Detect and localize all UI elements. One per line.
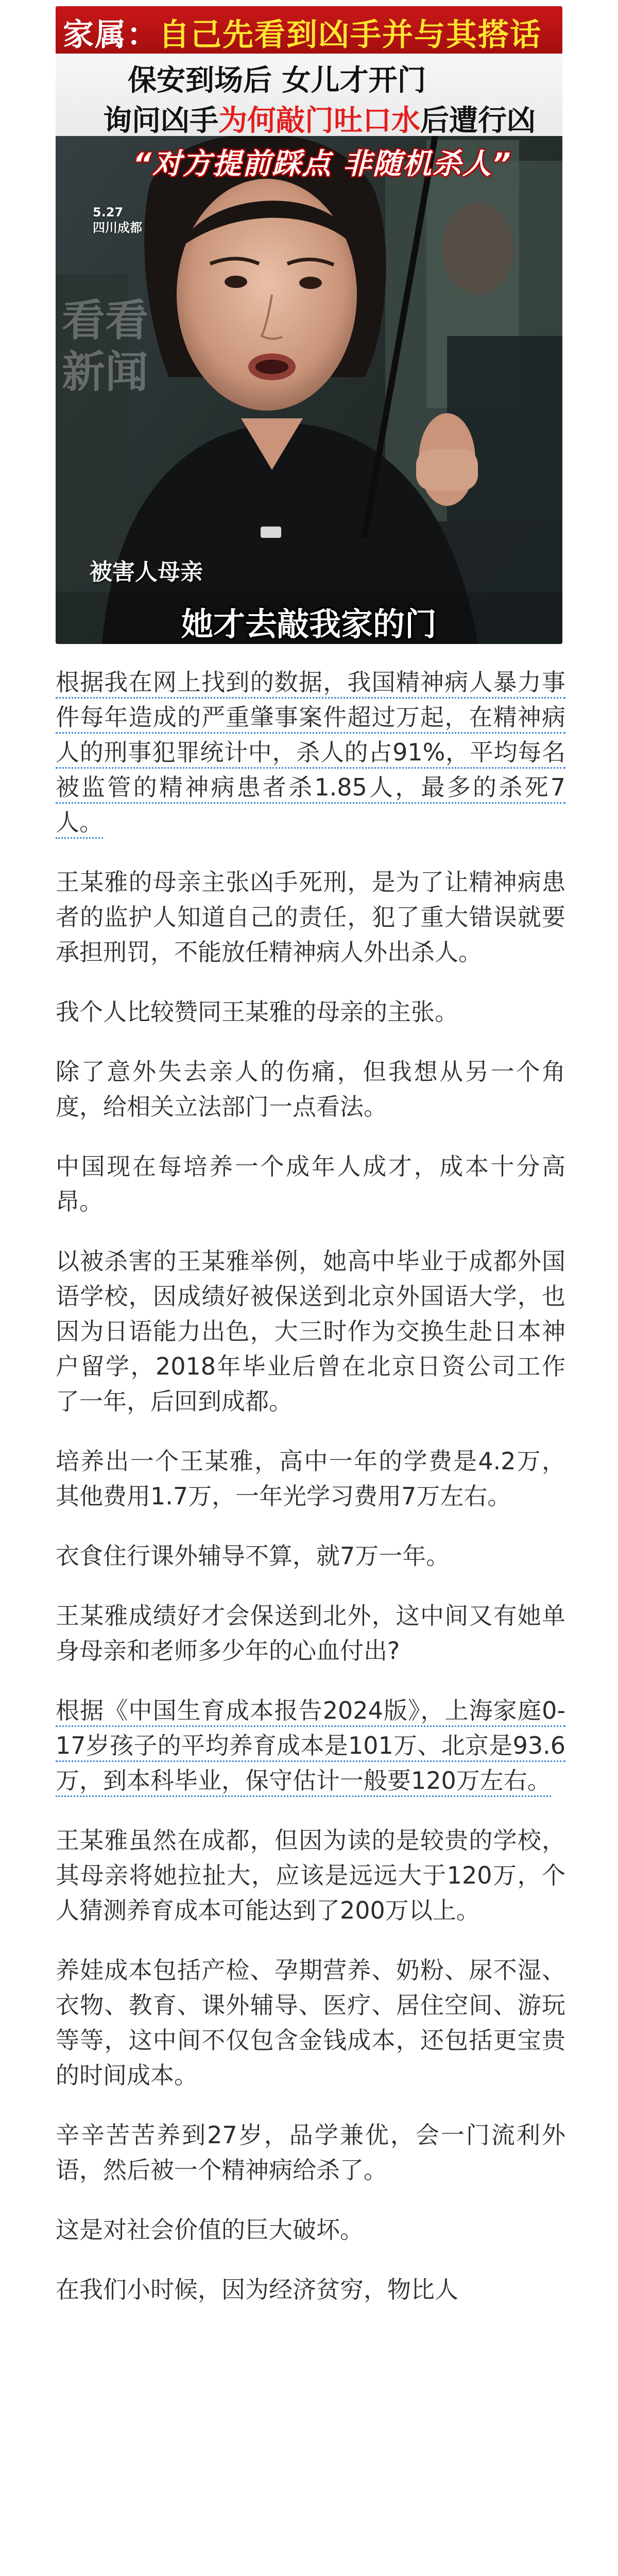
subline-2-part-a: 询问凶手 (103, 104, 218, 138)
watermark-line-2: 新闻 (62, 347, 149, 397)
article-paragraph: 这是对社会价值的巨大破坏。 (56, 2216, 364, 2244)
article-paragraph: 养娃成本包括产检、孕期营养、奶粉、尿不湿、衣物、教育、课外辅导、医疗、居住空间、游玩等等，这中间不仅包含金钱成本，还包括更宝贵的时间成本。 (56, 1956, 565, 2089)
news-watermark (62, 295, 148, 398)
headline-accent: 自己先看到凶手并与其搭话 (159, 17, 542, 53)
article-paragraph: 辛辛苦苦养到27岁，品学兼优，会一门流利外语，然后被一个精神病给杀了。 (56, 2121, 565, 2184)
hero-location: 四川成都 (93, 221, 142, 235)
hero-quote: “对方提前踩点 非随机杀人” (133, 147, 512, 181)
article-paragraph: 我个人比较赞同王某雅的母亲的主张。 (56, 998, 458, 1026)
article-paragraph: 在我们小时候，因为经济贫穷，物比人 (56, 2276, 458, 2303)
watermark-line-1: 看看 (62, 295, 149, 346)
article-paragraph: 王某雅虽然在成都，但因为读的是较贵的学校，其母亲将她拉扯大，应该是远远大于120万，个人猜测养育成本可能达到了200万以上。 (56, 1826, 565, 1924)
paragraph-text: 根据我在网上找到的数据，我国精神病人暴力事件每年造成的严重肇事案件超过万起，在精神病人的刑事犯罪统计中，杀人的占91%，平均每名被监管的精神病患者杀1.85人，最多的杀死7人。 (56, 668, 565, 839)
article-paragraph: 以被杀害的王某雅举例，她高中毕业于成都外国语学校，因成绩好被保送到北京外国语大学，也因为日语能力出色，大三时作为交换生赴日本神户留学，2018年毕业后曾在北京日资公司工作了一年，后回到成都。 (56, 1247, 565, 1415)
article-paragraph: 衣食住行课外辅导不算，就7万一年。 (56, 1542, 450, 1570)
hero-subline-2 (103, 98, 536, 139)
hero-headline (63, 10, 562, 55)
hero-date: 5.27 (93, 205, 124, 219)
person-label: 被害人母亲 (90, 559, 203, 585)
subline-2-part-c: 后遭行凶 (420, 104, 536, 138)
headline-prefix: 家属： (63, 17, 159, 53)
hero-subline-1: 保安到场后 女儿才开门 (128, 64, 426, 97)
article-paragraph: 王某雅的母亲主张凶手死刑，是为了让精神病患者的监护人知道自己的责任，犯了重大错误就要承担刑罚，不能放任精神病人外出杀人。 (56, 868, 565, 966)
article-paragraph: 除了意外失去亲人的伤痛，但我想从另一个角度，给相关立法部门一点看法。 (56, 1058, 565, 1121)
video-screenshot[interactable] (56, 6, 562, 644)
article-paragraph (56, 1693, 565, 1798)
article-paragraph: 中国现在每培养一个成年人成才，成本十分高昂。 (56, 1153, 565, 1215)
article-paragraph: 王某雅成绩好才会保送到北外，这中间又有她单身母亲和老师多少年的心血付出? (56, 1602, 565, 1665)
paragraph-text: 根据《中国生育成本报告2024版》，上海家庭0-17岁孩子的平均养育成本是101万、北京是93.6万，到本科毕业，保守估计一般要120万左右。 (56, 1697, 565, 1797)
article-paragraph: 培养出一个王某雅，高中一年的学费是4.2万，其他费用1.7万，一年光学习费用7万左右。 (56, 1447, 565, 1510)
video-subtitle: 她才去敲我家的门 (181, 605, 437, 643)
article-body (56, 665, 565, 2332)
article-paragraph (56, 665, 565, 840)
hero-date-location (93, 205, 142, 235)
subline-2-highlight: 为何敲门吐口水 (218, 104, 420, 138)
